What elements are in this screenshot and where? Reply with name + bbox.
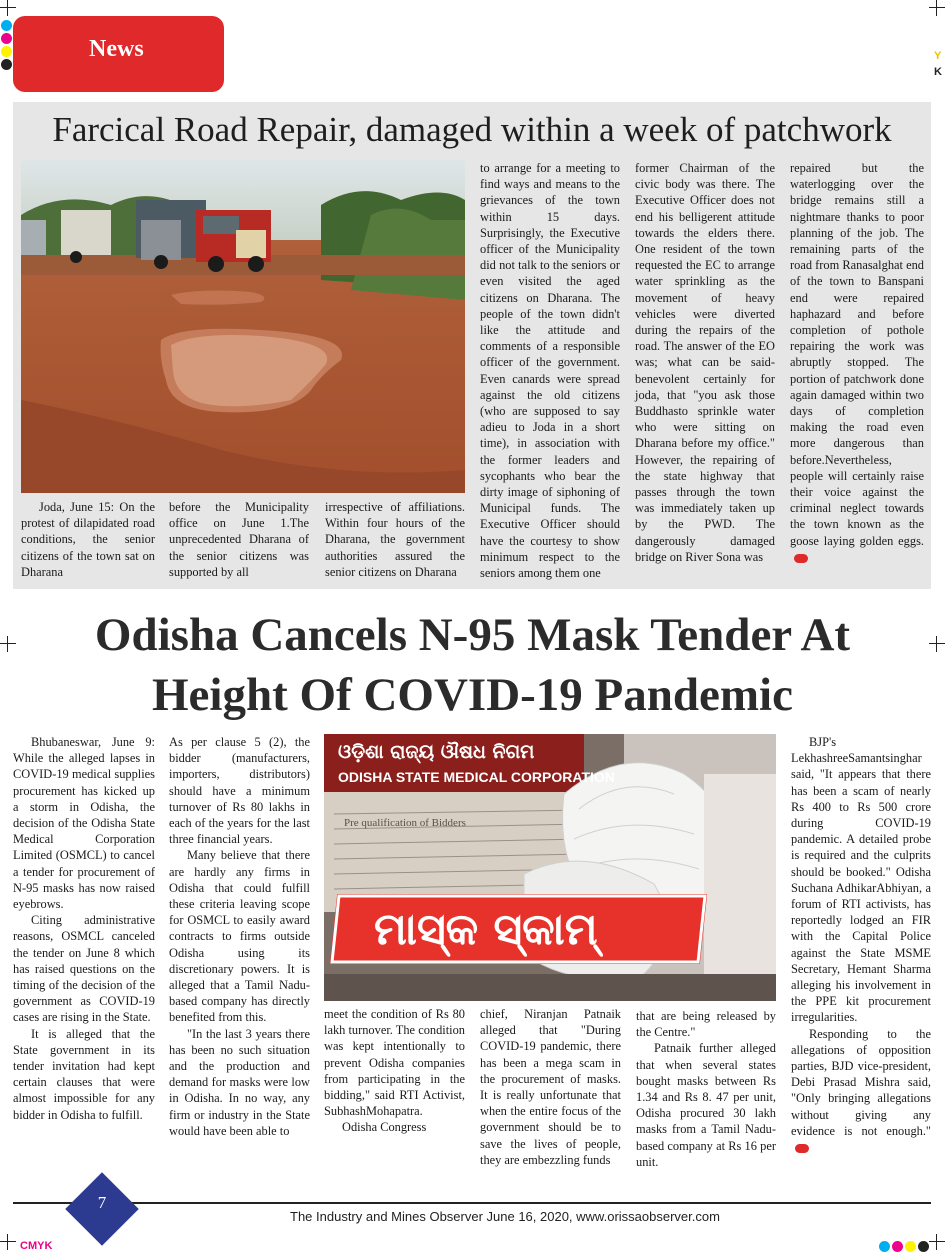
article2-paragraph	[791, 1026, 931, 1156]
registration-mark	[0, 1234, 16, 1250]
article2-column-6	[791, 734, 931, 1155]
article2-paragraph: Odisha Congress	[342, 1120, 427, 1135]
article2-column-5	[636, 1008, 776, 1170]
footer-publication-line: The Industry and Mines Observer June 16, 2020, www.orissaobserver.com	[290, 1209, 720, 1224]
print-mark-cmyk: CMYK	[20, 1240, 53, 1252]
magenta-dot	[892, 1241, 903, 1252]
road-repair-article	[13, 102, 931, 589]
article1-paragraph: Joda, June 15: On the protest of dilapidated road conditions, the senior citizens of the town sat on Dharana	[21, 500, 155, 579]
registration-mark	[929, 0, 945, 16]
article1-paragraph: to arrange for a meeting to find ways and means to the grievances of the town within 15 days. Surprisingly, the Executive officer of the Municipality did not talk to the seniors or even visited the aged citizens on Dharana. The people of the town didn't like the attitude and comments of a responsible officer of the government. Even canards were spread against the old citizens (who are supposed to say adieu to Joda in a short time), in association with the former leaders and sycophants who bear the dirty image of siphoning of Municipal funds. The Executive Officer should have the courtesy to show minimum respect to the seniors among them one	[480, 161, 620, 581]
article2-paragraph: chief, Niranjan Patnaik alleged that "During COVID-19 pandemic, there has been a mega scam in the procurement of masks. It is really unfortunate that when the entire focus of the government should be to save the lives of people, they are embezzling funds	[480, 1007, 621, 1167]
magenta-dot	[1, 33, 12, 44]
article1-paragraph-text: repaired but the waterlogging over the bridge remains still a nightmare thanks to poor planning of the job. The remaining parts of the road from Ranasalghat end of the town to Banspani end were repaired haphazard and before completion of pothole repairing the work was abruptly stopped. The portion of patchwork done again damaged within two days of completion making the road even more dangerous than before.Nevertheless, people will certainly raise their voice against the criminal neglect towards the town known as the goose laying golden eggs.	[790, 161, 924, 548]
article1-column-1	[21, 499, 155, 580]
article2-column-2	[169, 734, 310, 1139]
footer-rule	[13, 1202, 931, 1204]
article2-paragraph: "In the last 3 years there has been no such situation and the production and demand for masks were low in Odisha. In no way, any firm or industry in the State would have been able to	[169, 1026, 310, 1138]
damaged-road-photo	[21, 160, 465, 493]
mask-scam-photo	[324, 734, 776, 1001]
article2-paragraph: As per clause 5 (2), the bidder (manufacturers, importers, distributors) should have a minimum turnover of Rs 80 lakhs in each of the years for the last three financial years.	[169, 735, 310, 847]
scam-headline-text: ମାସ୍କ ସ୍କାମ୍	[374, 904, 598, 955]
article2-column-1	[13, 734, 155, 1123]
registration-mark	[929, 1234, 945, 1250]
article1-column-4	[480, 160, 620, 581]
end-of-article-icon	[795, 1144, 809, 1153]
black-dot	[918, 1241, 929, 1252]
article2-headline-line2: Height Of COVID-19 Pandemic	[152, 669, 793, 721]
black-dot	[1, 59, 12, 70]
article2-headline-line1: Odisha Cancels N-95 Mask Tender At	[94, 609, 851, 661]
news-section-label: News	[89, 36, 144, 62]
cyan-dot	[879, 1241, 890, 1252]
odia-banner-text: ଓଡ଼ିଶା ରାଜ୍ୟ ଔଷଧ ନିଗମ	[338, 741, 535, 763]
page-number: 7	[97, 1193, 107, 1212]
article2-paragraph: It is alleged that the State government in its tender invitation had kept certain clauses that were almost impossible for any bidder in Odisha to fulfill.	[13, 1026, 155, 1122]
article2-paragraph: meet the condition of Rs 80 lakh turnover. The condition was kept intentionally to prevent Odisha companies from participating in the bidding," said RTI Activist, SubhashMohapatra.	[324, 1007, 465, 1119]
cyan-dot	[1, 20, 12, 31]
print-mark-y: Y	[934, 50, 942, 62]
yellow-dot	[905, 1241, 916, 1252]
article2-paragraph: Citing administrative reasons, OSMCL canceled the tender on June 8 which has raised questions on the timing of the decision of the government as COVID-19 cases are rising in the State.	[13, 913, 155, 1025]
article2-paragraph-text: Responding to the allegations of opposition parties, BJD vice-president, Debi Prasad Mishra said, "Only bringing allegations without giving any evidence is not enough."	[791, 1026, 931, 1138]
print-mark-k: K	[934, 66, 942, 78]
article2-paragraph: BJP's LekhashreeSamantsinghar said, "It appears that there has been a scam of nearly Rs 400 to Rs 500 crore during COVID-19 pandemic. A detailed probe is required and the culprits should be booked." Odisha Suchana AdhikarAbhiyan, a forum of RTI activists, has reportedly lodged an FIR with the Capital Police against the State MSME Secretary, Hemant Sharma alleging his involvement in the PPE kit procurement irregularities.	[791, 735, 931, 1025]
article2-column-4	[480, 1006, 621, 1168]
yellow-dot	[1, 46, 12, 57]
news-section-tab	[13, 16, 224, 92]
article1-headline: Farcical Road Repair, damaged within a week of patchwork	[52, 110, 892, 149]
article2-paragraph: Many believe that there are hardly any firms in Odisha that could fulfill these criteria leaving scope for OSMCL to easily award contracts to firms outside Odisha using its discretionary powers. It is alleged that a Tamil Nadu-based company has directly benefited from this.	[169, 848, 310, 1025]
article1-paragraph	[790, 160, 924, 565]
document-caption-text: Pre qualification of Bidders	[344, 817, 466, 829]
article2-paragraph: Patnaik further alleged that when several states bought masks between Rs 1.34 and Rs 8. 47 per unit, Odisha procured 30 lakh masks from a Tamil Nadu-based company at Rs 16 per unit.	[636, 1041, 776, 1169]
registration-mark	[0, 0, 16, 16]
banner-english-text: ODISHA STATE MEDICAL CORPORATION	[338, 769, 615, 785]
article2-column-3	[324, 1006, 465, 1136]
article2-paragraph: that are being released by the Centre."	[636, 1009, 776, 1040]
article1-column-5	[635, 160, 775, 565]
article1-column-3	[325, 499, 465, 580]
article1-paragraph: former Chairman of the civic body was there. The Executive Officer does not end his belligerent attitude towards the elders there. One resident of the town requested the EC to arrange water sprinkling as the movement of heavy vehicles were diverted during the repairs of the road. The answer of the EO was; what can be said-benevolent certainly for joda, that "you ask those Buddhasto sprinkle water who were sitting on Dharana before my office." However, the repairing of the state highway that passes through the town was immediately taken up by the PWD. The dangerously damaged bridge on River Sona was	[635, 161, 775, 564]
article1-paragraph: irrespective of affiliations. Within four hours of the Dharana, the government authorities assured the senior citizens on Dharana	[325, 500, 465, 579]
article1-column-2	[169, 499, 309, 580]
article1-paragraph: before the Municipality office on June 1.The unprecedented Dharana of the senior citizens was supported by all	[169, 500, 309, 579]
article1-column-6	[790, 160, 924, 565]
end-of-article-icon	[794, 554, 808, 563]
article2-paragraph: Bhubaneswar, June 9: While the alleged lapses in COVID-19 medical supplies procurement has kicked up a storm in Odisha, the decision of the Odisha State Medical Corporation Limited (OSMCL) to cancel a tender for procurement of N-95 masks has now raised eyebrows.	[13, 735, 155, 912]
